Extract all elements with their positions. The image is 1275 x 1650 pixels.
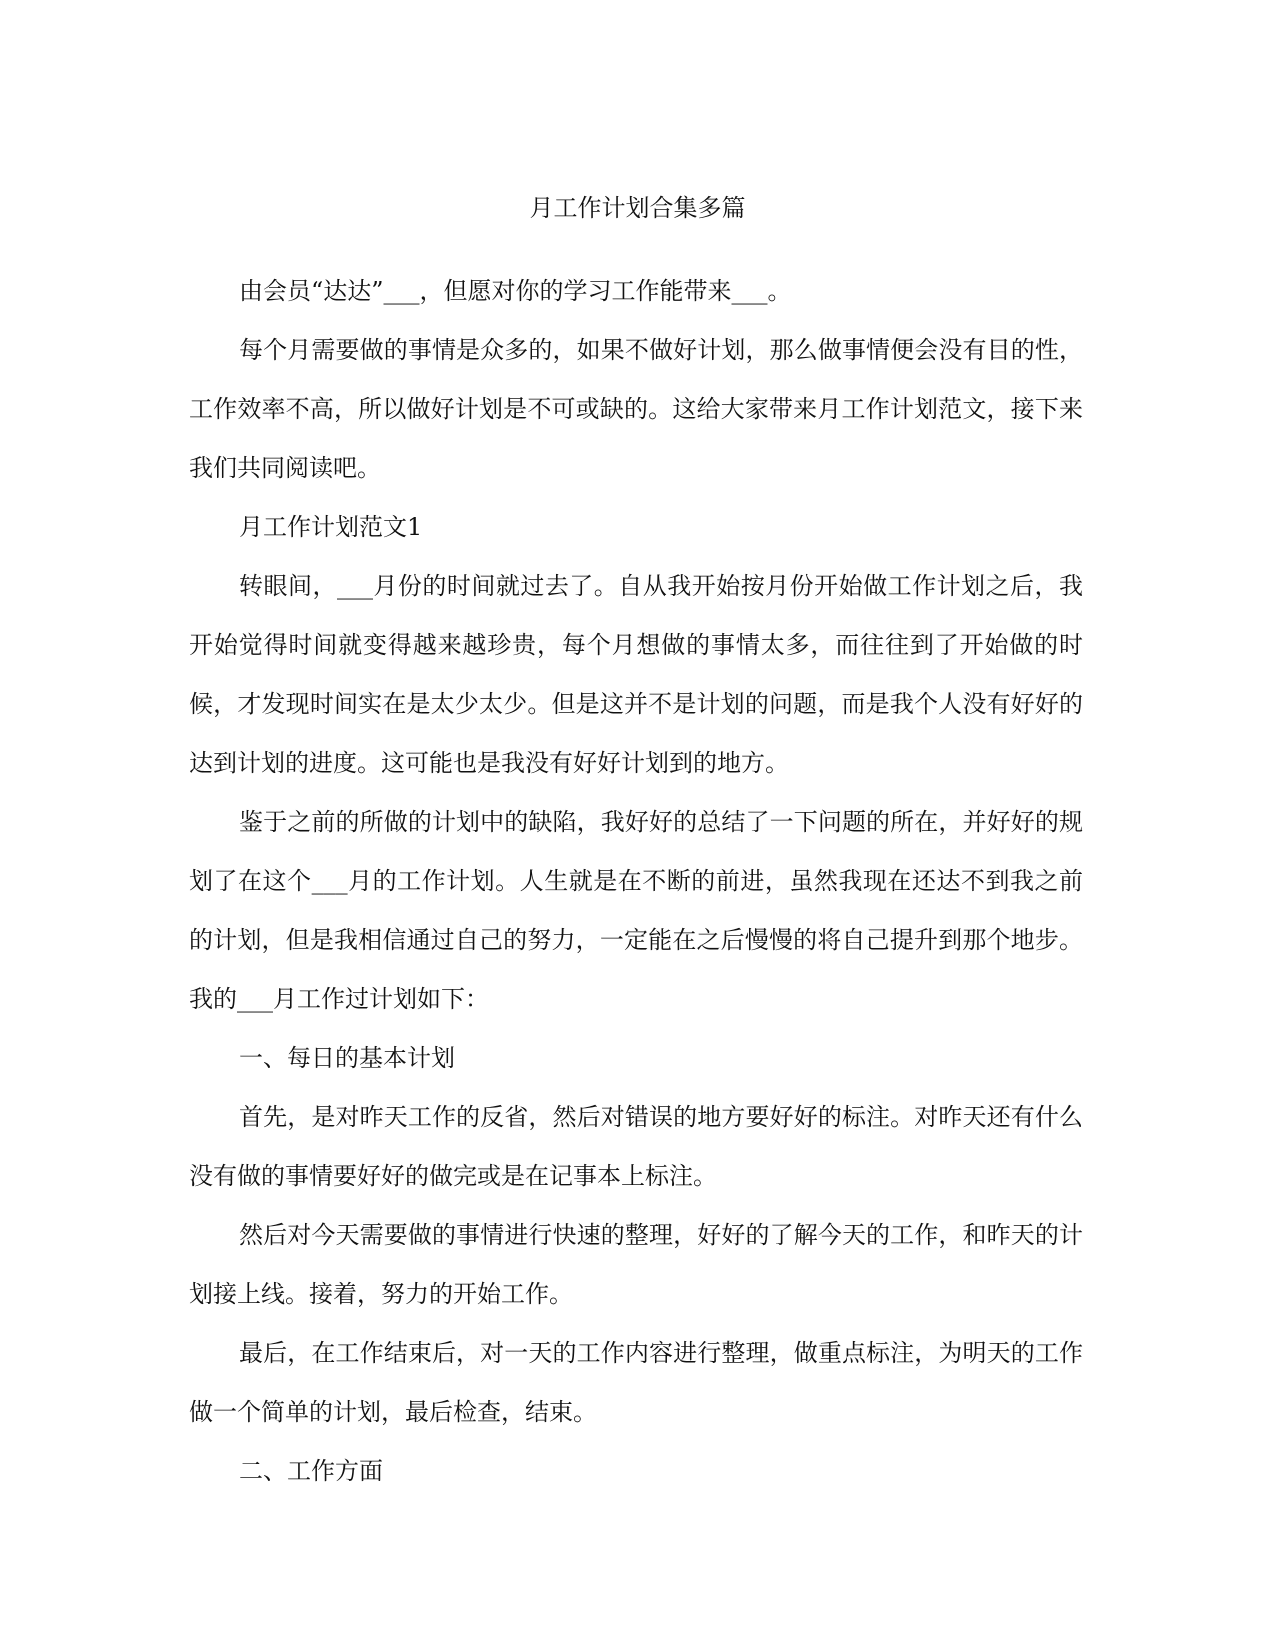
paragraph: 最后，在工作结束后，对一天的工作内容进行整理，做重点标注，为明天的工作做一个简单的计划，最后检查，结束。 xyxy=(189,1339,1083,1426)
paragraph: 每个月需要做的事情是众多的，如果不做好计划，那么做事情便会没有目的性，工作效率不高，所以做好计划是不可或缺的。这给大家带来月工作计划范文，接下来我们共同阅读吧。 xyxy=(189,336,1083,482)
paragraph: 转眼间，___月份的时间就过去了。自从我开始按月份开始做工作计划之后，我开始觉得时间就变得越来越珍贵，每个月想做的事情太多，而往往到了开始做的时候，才发现时间实在是太少太少。但是这并不是计划的问题，而是我个人没有好好的达到计划的进度。这可能也是我没有好好计划到的地方。 xyxy=(189,572,1083,777)
paragraph: 然后对今天需要做的事情进行快速的整理，好好的了解今天的工作，和昨天的计划接上线。接着，努力的开始工作。 xyxy=(189,1221,1083,1308)
paragraph: 鉴于之前的所做的计划中的缺陷，我好好的总结了一下问题的所在，并好好的规划了在这个___月的工作计划。人生就是在不断的前进，虽然我现在还达不到我之前的计划，但是我相信通过自己的努力，一定能在之后慢慢的将自己提升到那个地步。我的___月工作过计划如下： xyxy=(189,808,1083,1013)
section-heading: 月工作计划范文1 xyxy=(239,513,423,541)
document-body xyxy=(189,262,1083,1501)
document-title: 月工作计划合集多篇 xyxy=(529,194,746,222)
section-heading: 一、每日的基本计划 xyxy=(239,1044,455,1072)
section-heading: 二、工作方面 xyxy=(239,1457,383,1485)
paragraph: 首先，是对昨天工作的反省，然后对错误的地方要好好的标注。对昨天还有什么没有做的事情要好好的做完或是在记事本上标注。 xyxy=(189,1103,1083,1190)
paragraph-intro: 由会员“达达”___，但愿对你的学习工作能带来___。 xyxy=(239,277,792,305)
